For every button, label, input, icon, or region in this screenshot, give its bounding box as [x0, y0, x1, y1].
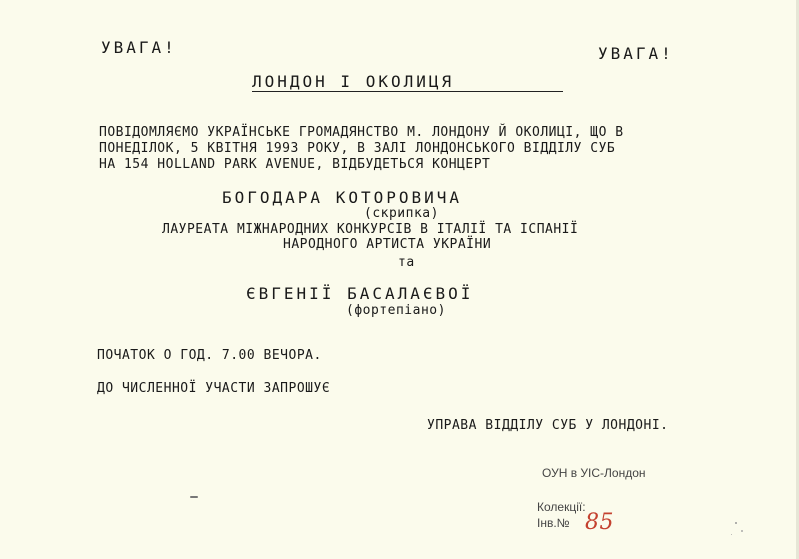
announcement-line-2: ПОНЕДІЛОК, 5 КВІТНЯ 1993 РОКУ, В ЗАЛІ ЛОНДОНСЬКОГО ВІДДІЛУ СУБ — [99, 141, 616, 156]
scan-speck — [741, 530, 743, 532]
performer1-title-1: ЛАУРЕАТА МІЖНАРОДНИХ КОНКУРСІВ В ІТАЛІЇ ТА ІСПАНІЇ — [162, 222, 579, 237]
signature: УПРАВА ВІДДІЛУ СУБ У ЛОНДОНІ. — [427, 418, 669, 433]
collections-label: Колекції: — [537, 500, 586, 514]
announcement-line-3: НА 154 HOLLAND PARK AVENUE, ВІДБУДЕТЬСЯ КОНЦЕРТ — [99, 157, 491, 172]
attention-right: УВАГА! — [598, 44, 674, 63]
performer1-instrument: (скрипка) — [364, 206, 439, 221]
performer2-name: ЄВГЕНІЇ БАСАЛАЄВОЇ — [246, 284, 474, 303]
attention-left: УВАГА! — [101, 38, 177, 57]
title-underline — [252, 91, 563, 92]
page-title: ЛОНДОН І ОКОЛИЦЯ — [252, 72, 455, 91]
announcement-line-1: ПОВІДОМЛЯЄМО УКРАЇНСЬКЕ ГРОМАДЯНСТВО М. ЛОНДОНУ Й ОКОЛИЦІ, ЩО В — [99, 125, 624, 140]
scan-speck — [190, 496, 198, 498]
scan-speck — [735, 522, 737, 524]
conjunction: та — [398, 255, 415, 270]
scan-speck — [731, 534, 732, 535]
archive-stamp: ОУН в УІС-Лондон — [542, 466, 646, 480]
performer2-instrument: (фортепіано) — [346, 303, 446, 318]
invitation: ДО ЧИСЛЕННОЇ УЧАСТИ ЗАПРОШУЄ — [97, 381, 331, 396]
start-time: ПОЧАТОК О ГОД. 7.00 ВЕЧОРА. — [97, 348, 322, 363]
inventory-label: Інв.№ — [537, 516, 570, 530]
performer1-title-2: НАРОДНОГО АРТИСТА УКРАЇНИ — [283, 237, 492, 252]
inventory-number: 85 — [585, 510, 614, 535]
performer1-name: БОГОДАРА КОТОРОВИЧА — [222, 188, 463, 207]
